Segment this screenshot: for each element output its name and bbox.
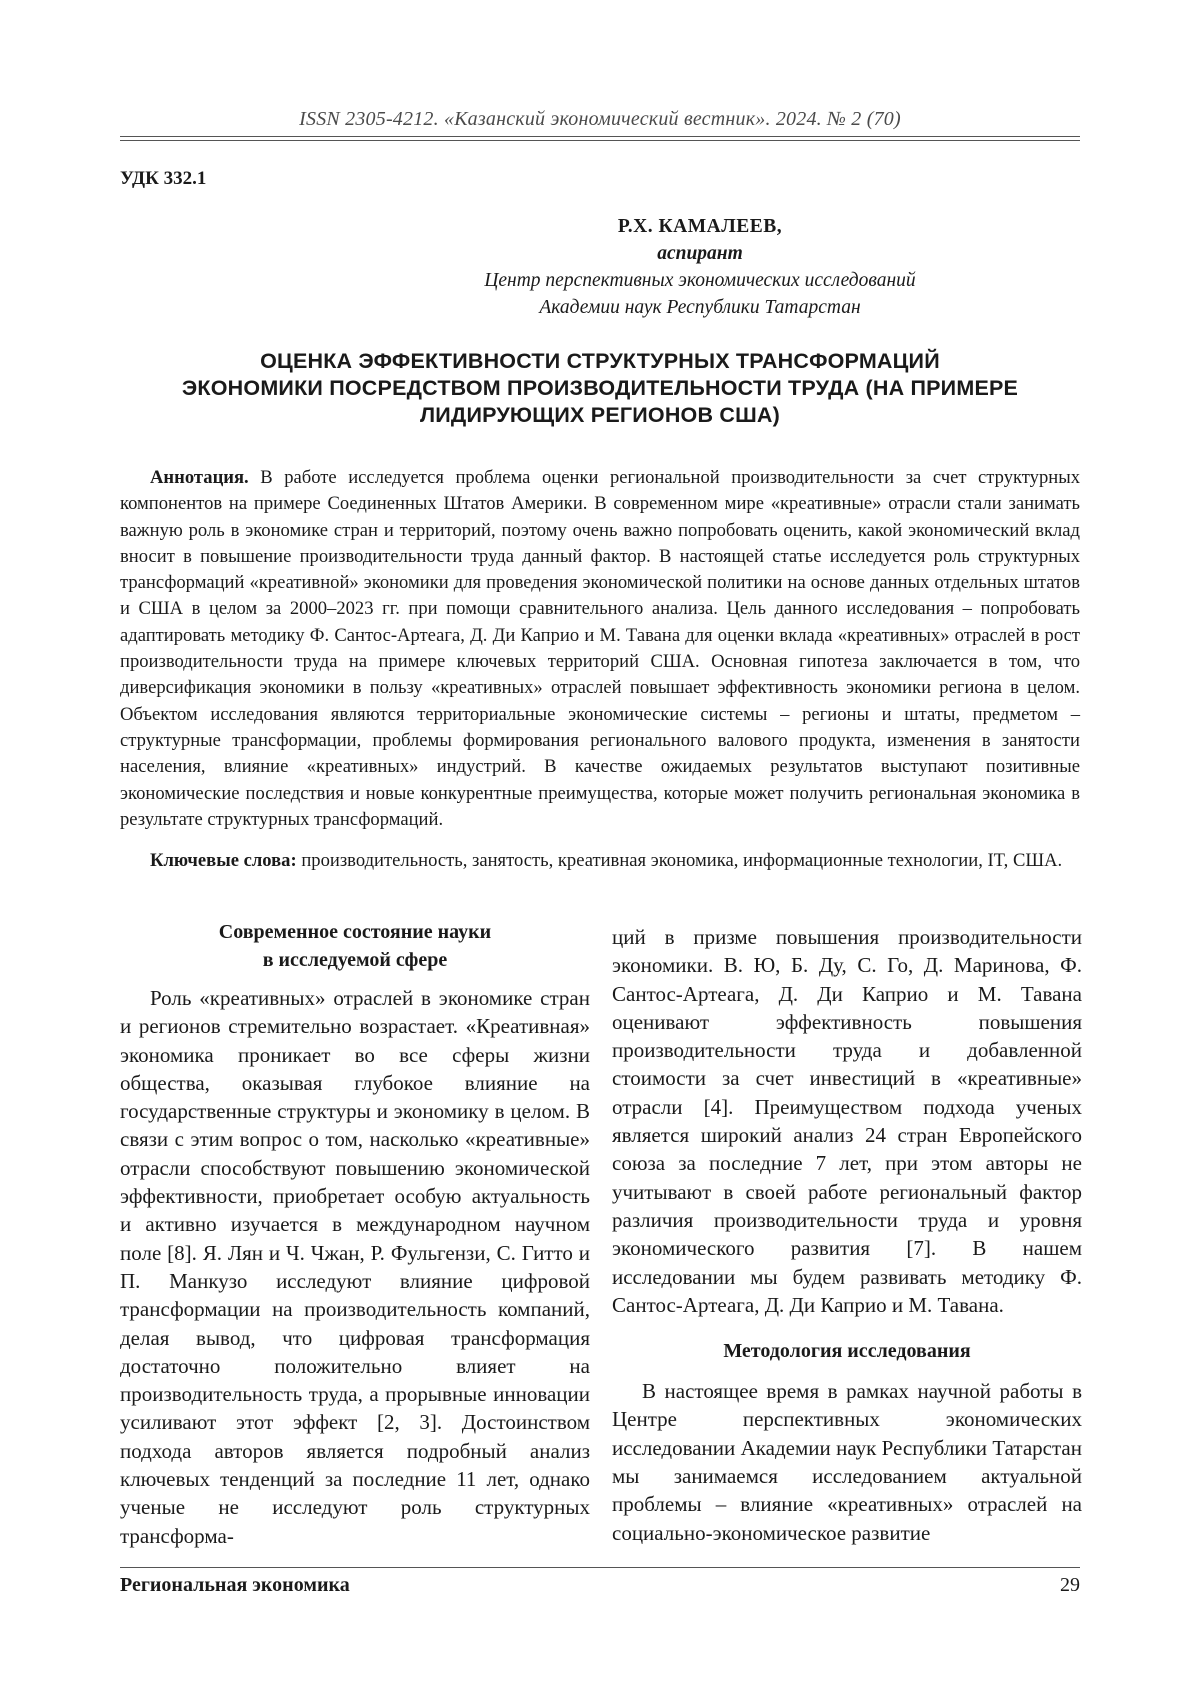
left-column [120, 918, 590, 1550]
abstract [120, 465, 1080, 833]
heading-line: Современное состояние науки [218, 921, 492, 943]
body-paragraph: Роль «креативных» отраслей в экономике стран и регионов стремительно возрастает. «Креативная» экономика проникает во все сферы жизни общества, оказывая глубокое влияние на государственные структуры и экономику в целом. В связи с этим вопрос о том, насколько «креативные» отрасли способствуют повышению экономической эффективности, приобретает особую актуальность и активно изучается в международном научном поле [8]. Я. Лян и Ч. Чжан, Р. Фульгензи, С. Гитто и П. Манкузо исследуют влияние цифровой трансформации на производительность компаний, делая вывод, что цифровая трансформация достаточно положительно влияет на производительность труда, а прорывные инновации усиливают этот эффект [2, 3]. Достоинством подхода авторов является подробный анализ ключевых тенденций за последние 11 лет, однако ученые не исследуют роль структурных трансформа- [120, 986, 590, 1548]
author-affiliation-line1: Центр перспективных экономических исследований [484, 270, 916, 291]
section-heading-state-of-science [120, 918, 590, 974]
heading-line: в исследуемой сфере [262, 949, 448, 971]
page-number: 29 [1060, 1574, 1080, 1596]
header-rule-bottom [120, 140, 1080, 141]
keywords-label: Ключевые слова: [150, 850, 297, 871]
abstract-text: В работе исследуется проблема оценки региональной производительности за счет структурных компонентов на примере Соединенных Штатов Америки. В современном мире «креативные» отрасли стали занимать важную роль в экономике стран и территорий, поэтому очень важно попробовать оценить, какой экономический вклад вносит в повышение производительности труда данный фактор. В настоящей статье исследуется роль структурных трансформаций «креативной» экономики для проведения экономической политики на основе данных отдельных штатов и США в целом за 2000–2023 гг. при помощи сравнительного анализа. Цель данного исследования – попробовать адаптировать методику Ф. Сантос-Артеага, Д. Ди Каприо и М. Тавана для оценки вклада «креативных» отраслей в рост производительности труда на примере ключевых территорий США. Основная гипотеза заключается в том, что диверсификация экономики в пользу «креативных» отраслей повышает эффективность экономики региона в целом. Объектом исследования являются территориальные экономические системы – регионы и штаты, предметом – структурные трансформации, проблемы формирования регионального валового продукта, изменения в занятости населения, влияние «креативных» индустрий. В качестве ожидаемых результатов выступают позитивные экономические последствия и новые конкурентные преимущества, которые может получить региональная экономика в результате структурных трансформаций. [120, 467, 1080, 830]
body-paragraph-continued: ций в призме повышения производительности экономики. В. Ю, Б. Ду, С. Го, Д. Маринова, Ф. Сантос-Артеага, Д. Ди Каприо и М. Тавана оценивают эффективность повышения производительности труда и добавленной стоимости за счет инвестиций в «креативные» отрасли [4]. Преимуществом подхода ученых является широкий анализ 24 стран Европейского союза за последние 7 лет, при этом авторы не учитывают в своей работе региональный фактор различия производительности труда и уровня экономического развития [7]. В нашем исследовании мы будем развивать методику Ф. Сантос-Артеага, Д. Ди Каприо и М. Тавана. [612, 925, 1082, 1317]
author-name: Р.Х. КАМАЛЕЕВ, [617, 216, 783, 237]
title-line: ОЦЕНКА ЭФФЕКТИВНОСТИ СТРУКТУРНЫХ ТРАНСФОРМАЦИЙ [260, 349, 940, 373]
running-head: ISSN 2305-4212. «Казанский экономический вестник». 2024. № 2 (70) [299, 108, 901, 130]
body-paragraph: В настоящее время в рамках научной работы в Центре перспективных экономических исследовании Академии наук Республики Татарстан мы занимаемся исследованием актуальной проблемы – влияние «креативных» отраслей на социально-экономическое развитие [612, 1379, 1082, 1545]
footer-section-name: Региональная экономика [120, 1574, 350, 1596]
section-heading-methodology: Методология исследования [723, 1340, 971, 1363]
header-rule-top [120, 136, 1080, 137]
author-affiliation-line2: Академии наук Республики Татарстан [539, 297, 861, 318]
title-line: ЛИДИРУЮЩИХ РЕГИОНОВ США) [419, 403, 780, 427]
footer-rule [120, 1567, 1080, 1568]
article-title [120, 348, 1080, 429]
author-block [300, 213, 1100, 321]
author-role: аспирант [657, 243, 743, 264]
abstract-label: Аннотация. [150, 467, 249, 488]
keywords-text: производительность, занятость, креативная экономика, информационные технологии, IT, США. [301, 850, 1063, 871]
keywords [120, 848, 1080, 874]
right-column [612, 923, 1082, 1547]
udk-code: УДК 332.1 [120, 168, 207, 189]
title-line: ЭКОНОМИКИ ПОСРЕДСТВОМ ПРОИЗВОДИТЕЛЬНОСТИ ТРУДА (НА ПРИМЕРЕ [181, 376, 1019, 400]
